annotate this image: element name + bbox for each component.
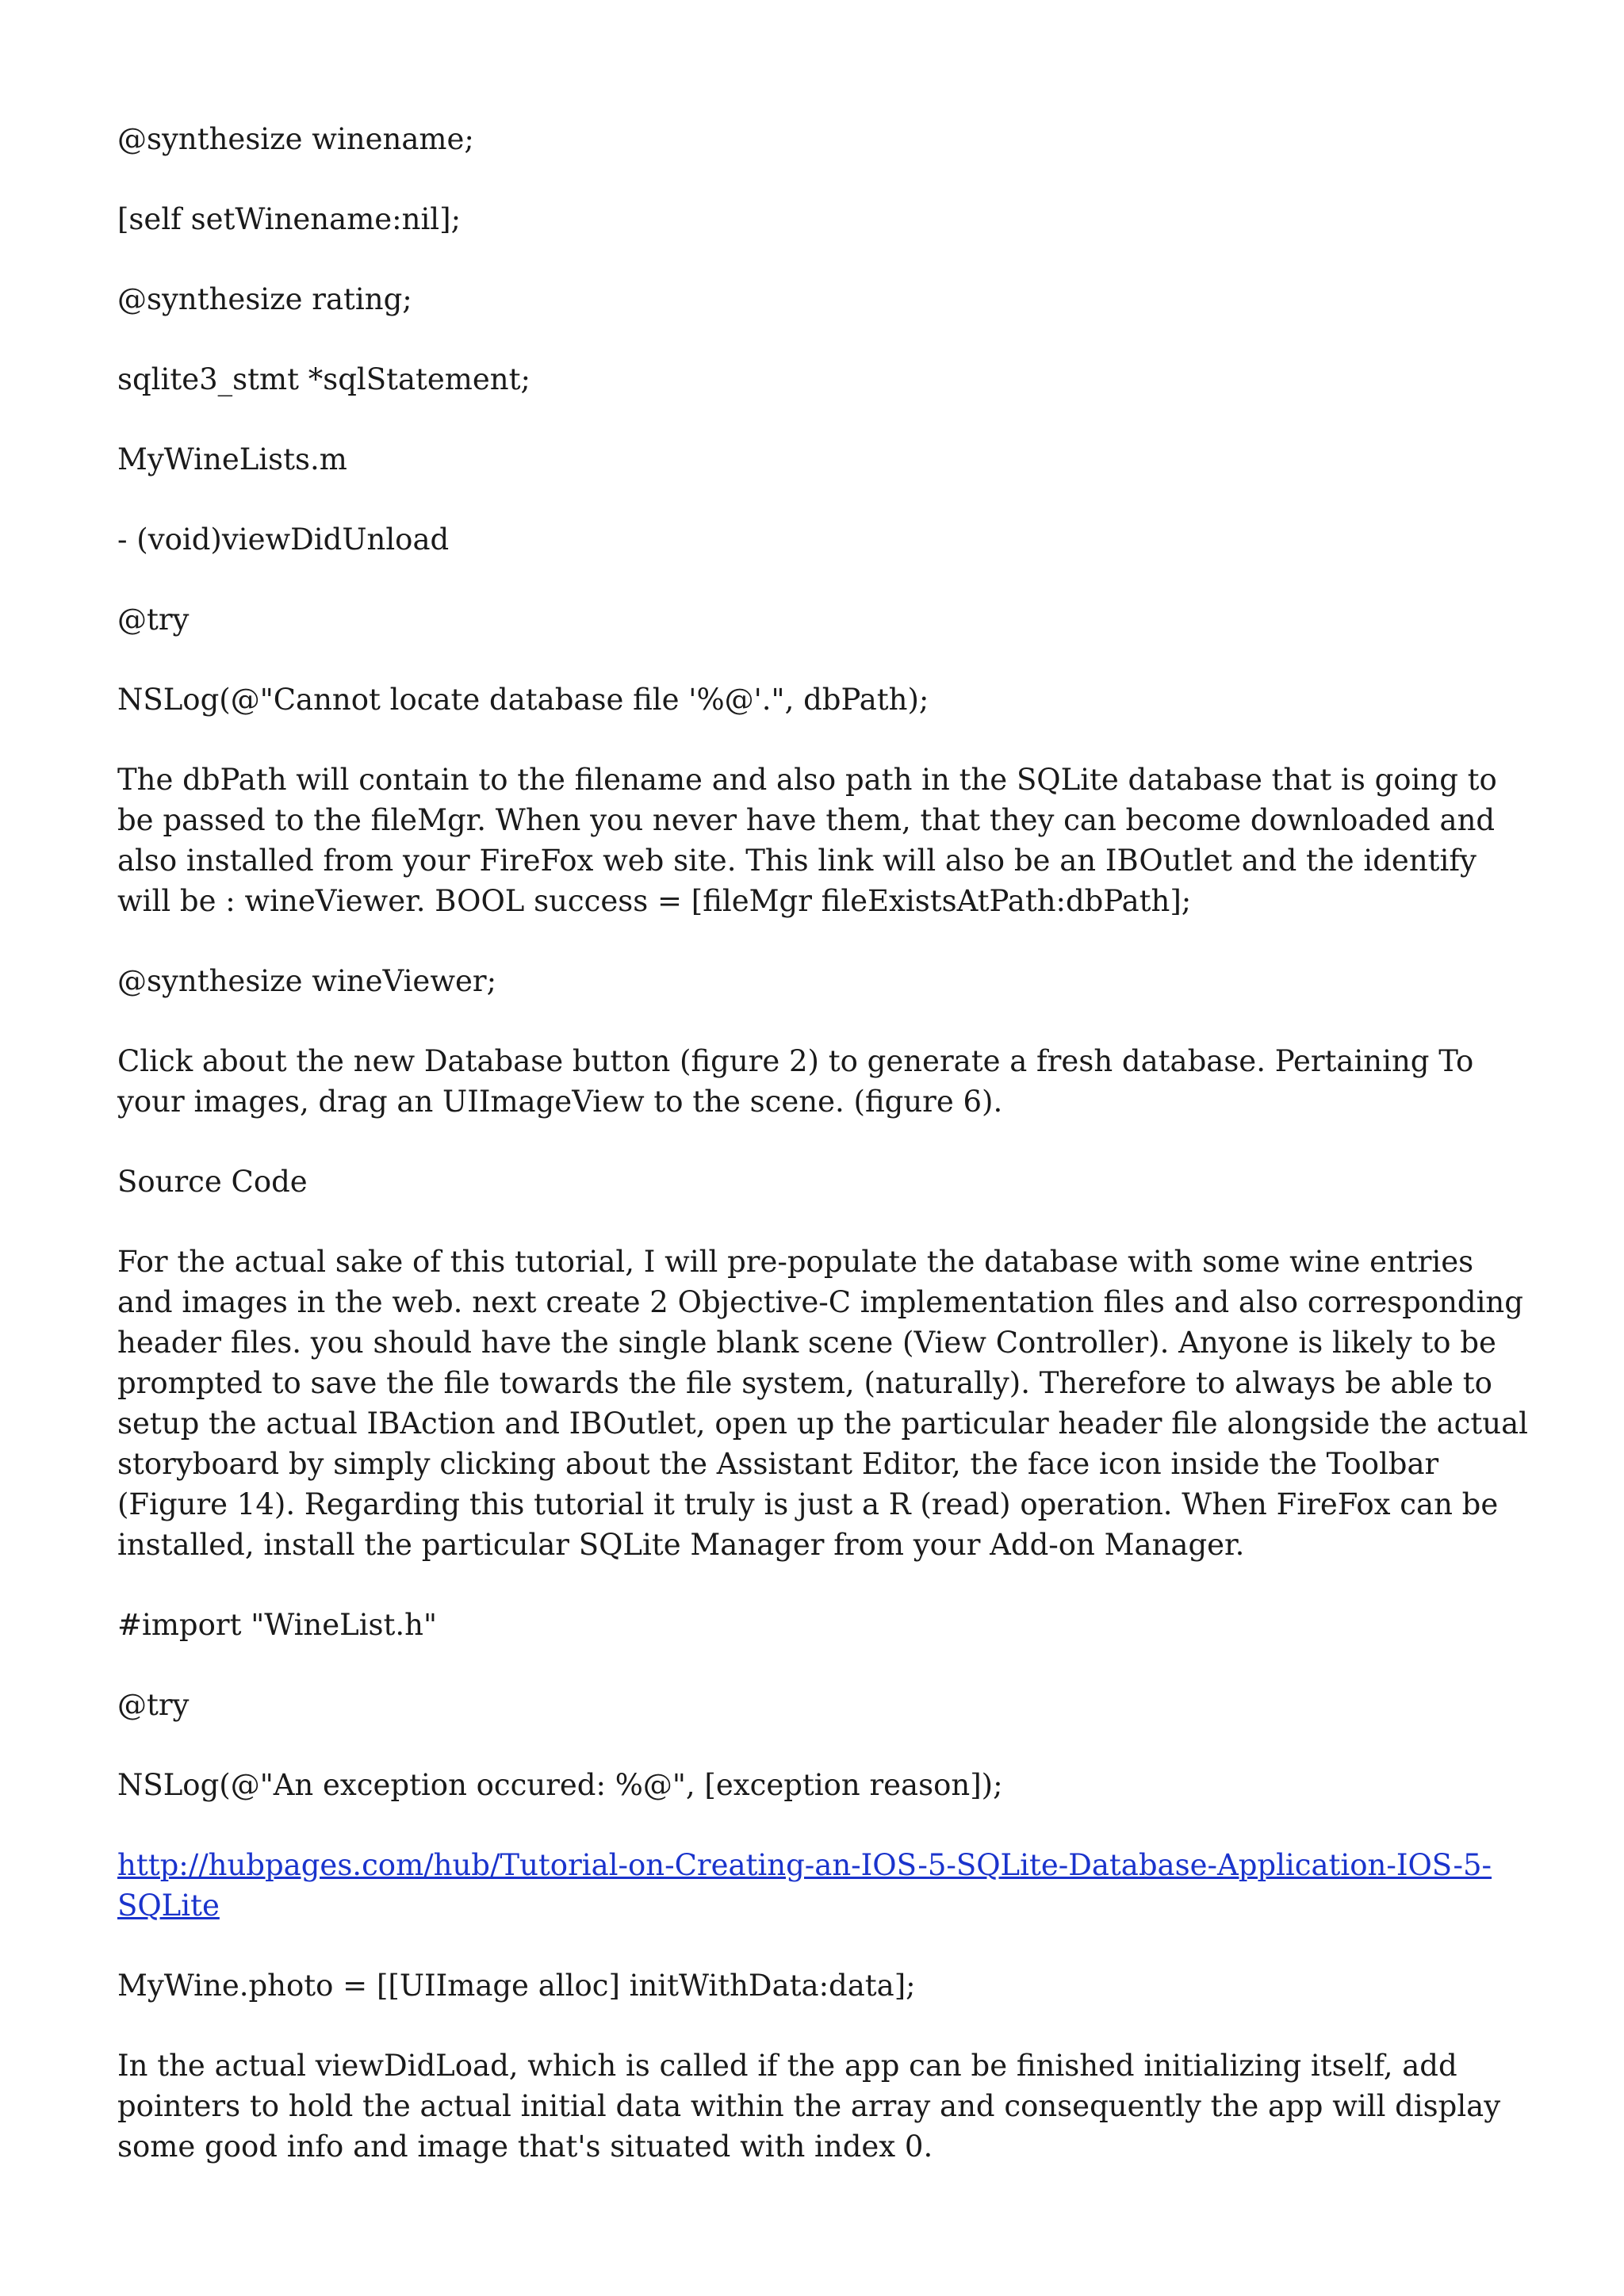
code-line-synthesize-wineviewer: @synthesize wineViewer; (117, 964, 497, 998)
file-name-mywinelists: MyWineLists.m (117, 442, 347, 476)
section-heading-source-code: Source Code (117, 1165, 308, 1199)
link-paragraph (117, 1845, 1529, 1926)
code-line-set-winename: [self setWinename:nil]; (117, 202, 462, 236)
code-line-mywine-photo: MyWine.photo = [[UIImage alloc] initWithData:data]; (117, 1969, 916, 2003)
code-line-try: @try (117, 603, 190, 637)
paragraph-viewdidload: In the actual viewDidLoad, which is called if the app can be finished initializing itself, add pointers to hold the actual initial data within the array and consequently the app will display some good info and image that's situated with index 0. (117, 2049, 1501, 2164)
hubpages-link[interactable]: http://hubpages.com/hub/Tutorial-on-Creating-an-IOS-5-SQLite-Database-Application-IOS-5-SQLite (117, 1848, 1492, 1923)
code-line-try-2: @try (117, 1688, 190, 1722)
code-line-nslog-db: NSLog(@"Cannot locate database file '%@'.", dbPath); (117, 683, 929, 717)
code-line-synthesize-winename: @synthesize winename; (117, 122, 474, 156)
code-line-view-did-unload: - (void)viewDidUnload (117, 522, 450, 557)
document-body (117, 119, 1529, 2206)
paragraph-database-button: Click about the new Database button (figure 2) to generate a fresh database. Pertaining To your images, drag an UIImageView to the scene. (figure 6). (117, 1044, 1474, 1119)
paragraph-tutorial: For the actual sake of this tutorial, I will pre-populate the database with some wine entries and images in the web. next create 2 Objective-C implementation files and also corresponding header files. you should have the single blank scene (View Controller). Anyone is likely to be prompted to save the file towards the file system, (naturally). Therefore to always be able to setup the actual IBAction and IBOutlet, open up the particular header file alongside the actual storyboard by simply clicking about the Assistant Editor, the face icon inside the Toolbar (Figure 14). Regarding this tutorial it truly is just a R (read) operation. When FireFox can be installed, install the particular SQLite Manager from your Add-on Manager. (117, 1245, 1528, 1562)
code-line-nslog-exception: NSLog(@"An exception occured: %@", [exception reason]); (117, 1768, 1003, 1802)
code-line-import: #import "WineList.h" (117, 1608, 438, 1642)
code-line-synthesize-rating: @synthesize rating; (117, 282, 412, 316)
code-line-sql-statement: sqlite3_stmt *sqlStatement; (117, 362, 530, 396)
paragraph-dbpath: The dbPath will contain to the filename and also path in the SQLite database that is going to be passed to the fileMgr. When you never have them, that they can become downloaded and also installed from your FireFox web site. This link will also be an IBOutlet and the identify will be : wineViewer. BOOL success = [fileMgr fileExistsAtPath:dbPath]; (117, 763, 1497, 918)
